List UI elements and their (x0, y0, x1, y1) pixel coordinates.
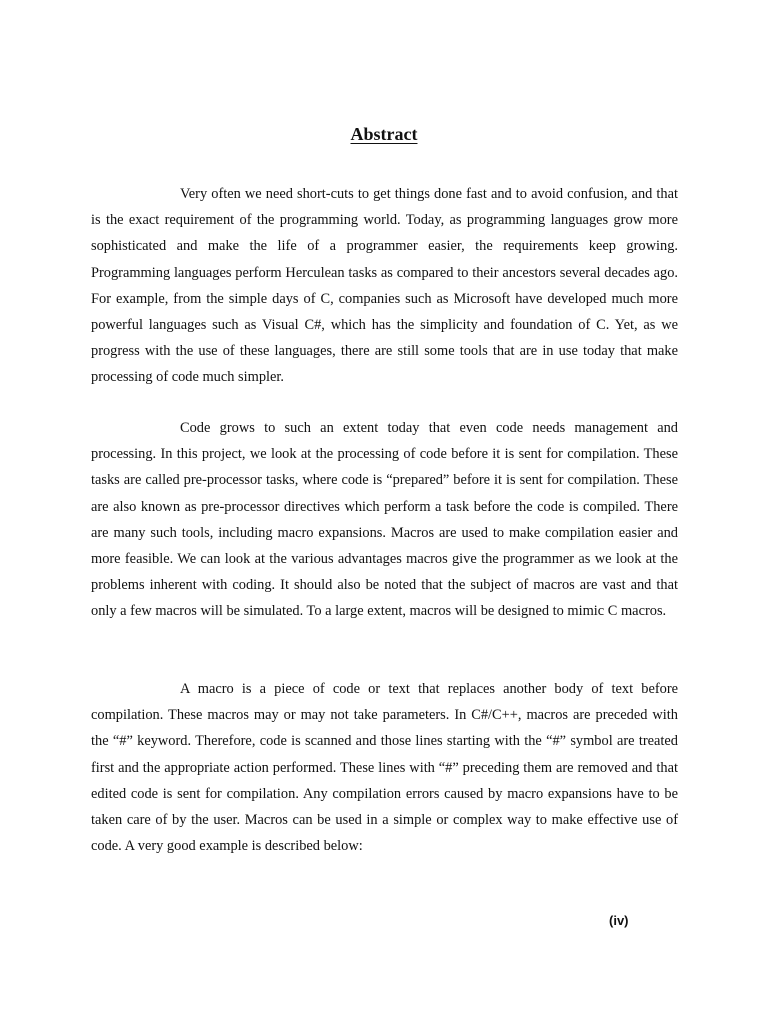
page-title: Abstract (350, 124, 418, 144)
page-number: (iv) (609, 913, 629, 928)
abstract-paragraph-2: Code grows to such an extent today that even code needs management and processing. In this project, we look at the processing of code before it is sent for compilation. These tasks are called pre-processor tasks, where code is “prepared” before it is sent for compilation. These are also known as pre-processor directives which perform a task before the code is compiled. There are many such tools, including macro expansions. Macros are used to make compilation easier and more feasible. We can look at the various advantages macros give the programmer as we look at the problems inherent with coding. It should also be noted that the subject of macros are vast and that only a few macros will be simulated. To a large extent, macros will be designed to mimic C macros. (91, 420, 678, 620)
abstract-paragraph-3: A macro is a piece of code or text that replaces another body of text before compilation. These macros may or may not take parameters. In C#/C++, macros are preceded with the “#” keyword. Therefore, code is scanned and those lines starting with the “#” symbol are treated first and the appropriate action performed. These lines with “#” preceding them are removed and that edited code is sent for compilation. Any compilation errors caused by macro expansions have to be taken care of by the user. Macros can be used in a simple or complex way to make effective use of code. A very good example is described below: (91, 681, 678, 855)
abstract-paragraph-1: Very often we need short-cuts to get things done fast and to avoid confusion, and that is the exact requirement of the programming world. Today, as programming languages grow more sophisticated and make the life of a programmer easier, the requirements keep growing. Programming languages perform Herculean tasks as compared to their ancestors several decades ago. For example, from the simple days of C, companies such as Microsoft have developed much more powerful languages such as Visual C#, which has the simplicity and foundation of C. Yet, as we progress with the use of these languages, there are still some tools that are in use today that make processing of code much simpler. (91, 186, 678, 386)
